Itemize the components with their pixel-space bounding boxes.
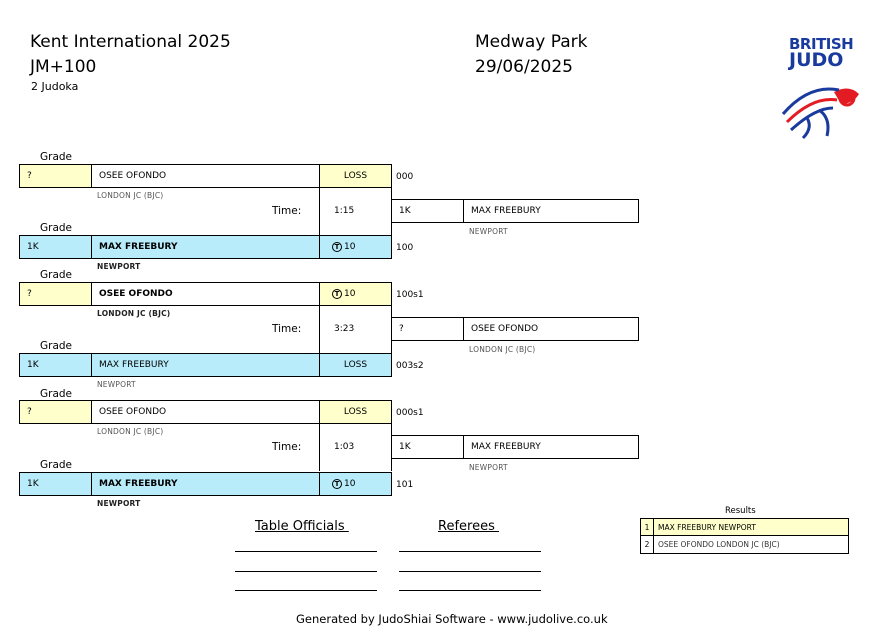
score: 101 — [396, 480, 414, 490]
tournament-title: Kent International 2025 — [30, 32, 231, 52]
score: 100s1 — [396, 290, 424, 300]
result-value: 10 — [344, 242, 356, 252]
signature-line — [399, 590, 541, 591]
club-name: NEWPORT — [97, 262, 141, 271]
winner-club: NEWPORT — [469, 227, 508, 236]
bracket-line — [319, 423, 320, 471]
club-name: LONDON JC (BJC) — [97, 309, 171, 318]
grade-label: Grade — [40, 222, 73, 234]
winner-name: MAX FREEBURY — [463, 199, 639, 223]
competitor-name: MAX FREEBURY — [91, 235, 320, 259]
british-judo-logo — [775, 34, 865, 144]
grade-label: Grade — [40, 151, 73, 163]
place-text: OSEE OFONDO LONDON JC (BJC) — [658, 540, 780, 549]
table-officials-heading: Table Officials — [255, 519, 349, 534]
medal-icon: T — [332, 242, 342, 252]
grade-cell: 1K — [19, 235, 92, 259]
grade-label: Grade — [40, 388, 73, 400]
place-number: 1 — [641, 519, 654, 535]
match-time: 1:03 — [334, 442, 355, 452]
signature-line — [399, 571, 541, 572]
logo-text-judo: JUDO — [789, 49, 844, 71]
club-name: NEWPORT — [97, 380, 136, 389]
judoka-count: 2 Judoka — [31, 80, 79, 93]
bracket-line — [319, 305, 320, 353]
results-row-2 — [641, 536, 848, 553]
club-name: LONDON JC (BJC) — [97, 191, 164, 200]
winner-grade-cell: 1K — [391, 199, 464, 223]
grade-cell: ? — [19, 282, 92, 306]
signature-line — [399, 551, 541, 552]
results-table — [640, 518, 849, 554]
venue: Medway Park — [475, 32, 588, 52]
grade-cell: ? — [19, 164, 92, 188]
score: 003s2 — [396, 361, 424, 371]
bracket-line — [319, 187, 320, 235]
grade-cell: ? — [19, 400, 92, 424]
event-date: 29/06/2025 — [475, 57, 573, 77]
score: 000s1 — [396, 408, 424, 418]
result-cell — [319, 235, 392, 259]
competitor-name: MAX FREEBURY — [91, 472, 320, 496]
grade-label: Grade — [40, 459, 73, 471]
place-text: MAX FREEBURY NEWPORT — [658, 522, 756, 532]
medal-icon: T — [332, 289, 342, 299]
grade-cell: 1K — [19, 472, 92, 496]
results-row-1 — [641, 519, 848, 536]
time-label: Time: — [272, 323, 302, 335]
logo-text-british: BRITISH — [789, 35, 854, 53]
result-cell — [319, 472, 392, 496]
result-cell: LOSS — [319, 353, 392, 377]
winner-name: MAX FREEBURY — [463, 435, 639, 459]
competitor-name: MAX FREEBURY — [91, 353, 320, 377]
match-time: 3:23 — [334, 324, 355, 334]
category-title: JM+100 — [30, 57, 97, 77]
competitor-name: OSEE OFONDO — [91, 400, 320, 424]
signature-line — [235, 551, 377, 552]
time-label: Time: — [272, 441, 302, 453]
score: 000 — [396, 172, 414, 182]
grade-label: Grade — [40, 269, 73, 281]
result-cell — [319, 282, 392, 306]
result-cell: LOSS — [319, 164, 392, 188]
winner-club: NEWPORT — [469, 463, 508, 472]
club-name: LONDON JC (BJC) — [97, 427, 164, 436]
footer-credit: Generated by JudoShiai Software - www.judolive.co.uk — [296, 612, 608, 626]
result-cell: LOSS — [319, 400, 392, 424]
results-heading: Results — [725, 506, 756, 516]
winner-grade-cell: 1K — [391, 435, 464, 459]
club-name: NEWPORT — [97, 499, 141, 508]
signature-line — [235, 571, 377, 572]
competitor-name: OSEE OFONDO — [91, 164, 320, 188]
competitor-name: OSEE OFONDO — [91, 282, 320, 306]
winner-grade-cell: ? — [391, 317, 464, 341]
score: 100 — [396, 243, 414, 253]
result-value: 10 — [344, 479, 356, 489]
judo-figure-icon — [779, 74, 863, 142]
result-value: 10 — [344, 289, 356, 299]
time-label: Time: — [272, 205, 302, 217]
referees-heading: Referees — [438, 519, 499, 534]
match-time: 1:15 — [334, 206, 355, 216]
grade-label: Grade — [40, 340, 73, 352]
place-number: 2 — [641, 536, 654, 553]
winner-club: LONDON JC (BJC) — [469, 345, 536, 354]
signature-line — [235, 590, 377, 591]
grade-cell: 1K — [19, 353, 92, 377]
winner-name: OSEE OFONDO — [463, 317, 639, 341]
medal-icon: T — [332, 479, 342, 489]
